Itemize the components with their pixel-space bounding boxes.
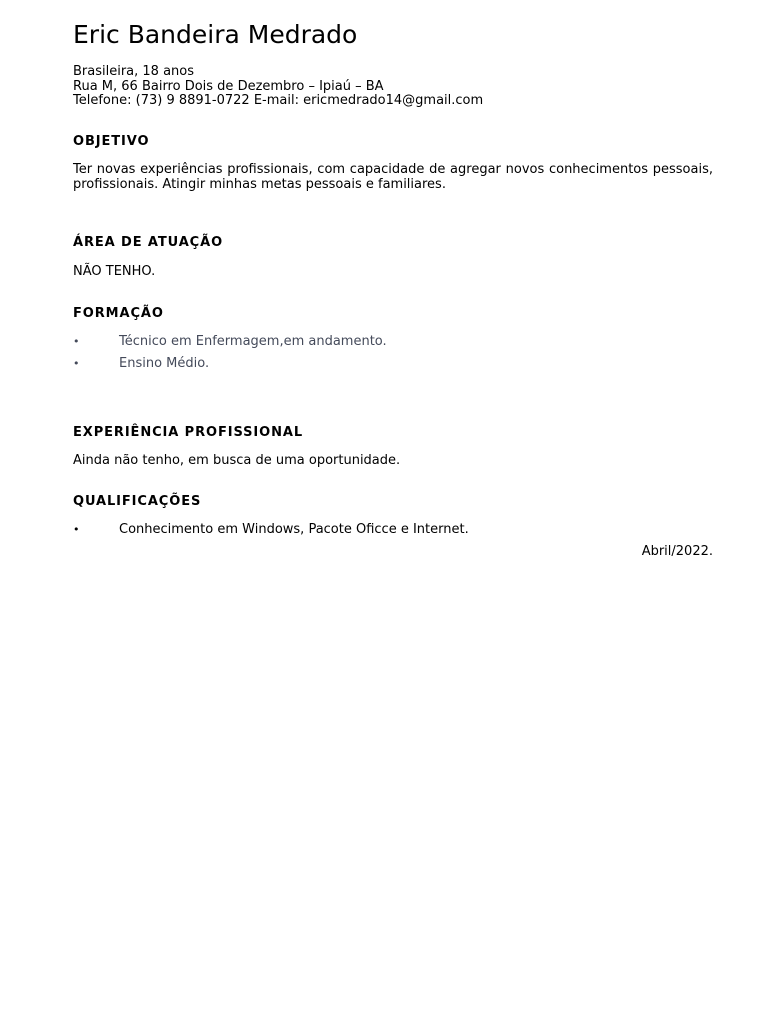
list-item <box>73 522 469 538</box>
qualificacoes-list <box>73 522 469 538</box>
formacao-list <box>73 334 387 372</box>
qualificacoes-heading: QUALIFICAÇÕES <box>73 494 202 509</box>
objetivo-heading: OBJETIVO <box>73 134 150 149</box>
contact-address: Rua M, 66 Bairro Dois de Dezembro – Ipiaú – BA <box>73 78 384 94</box>
contact-block <box>73 65 483 109</box>
formacao-item-label: Técnico em Enfermagem,em andamento. <box>119 334 387 349</box>
formacao-item-label: Ensino Médio. <box>119 356 210 371</box>
qualificacoes-item-label: Conhecimento em Windows, Pacote Oficce e Internet. <box>119 522 469 537</box>
list-item <box>73 356 387 372</box>
objetivo-text: Ter novas experiências profissionais, com capacidade de agregar novos conhecimentos pessoais, profissionais. Atingir minhas metas pessoais e familiares. <box>73 162 713 192</box>
experiencia-text: Ainda não tenho, em busca de uma oportunidade. <box>73 453 401 468</box>
bullet-icon: • <box>73 335 80 348</box>
area-text: NÃO TENHO. <box>73 264 156 279</box>
candidate-name: Eric Bandeira Medrado <box>73 20 358 49</box>
contact-phone-email: Telefone: (73) 9 8891-0722 E-mail: ericmedrado14@gmail.com <box>73 93 484 108</box>
bullet-icon: • <box>73 357 80 370</box>
bullet-icon: • <box>73 523 80 536</box>
contact-nationality-age: Brasileira, 18 anos <box>73 64 195 79</box>
document-date: Abril/2022. <box>641 544 713 559</box>
experiencia-heading: EXPERIÊNCIA PROFISSIONAL <box>73 425 304 440</box>
list-item <box>73 334 387 350</box>
formacao-heading: FORMAÇÃO <box>73 306 164 321</box>
area-heading: ÁREA DE ATUAÇÃO <box>73 235 224 250</box>
